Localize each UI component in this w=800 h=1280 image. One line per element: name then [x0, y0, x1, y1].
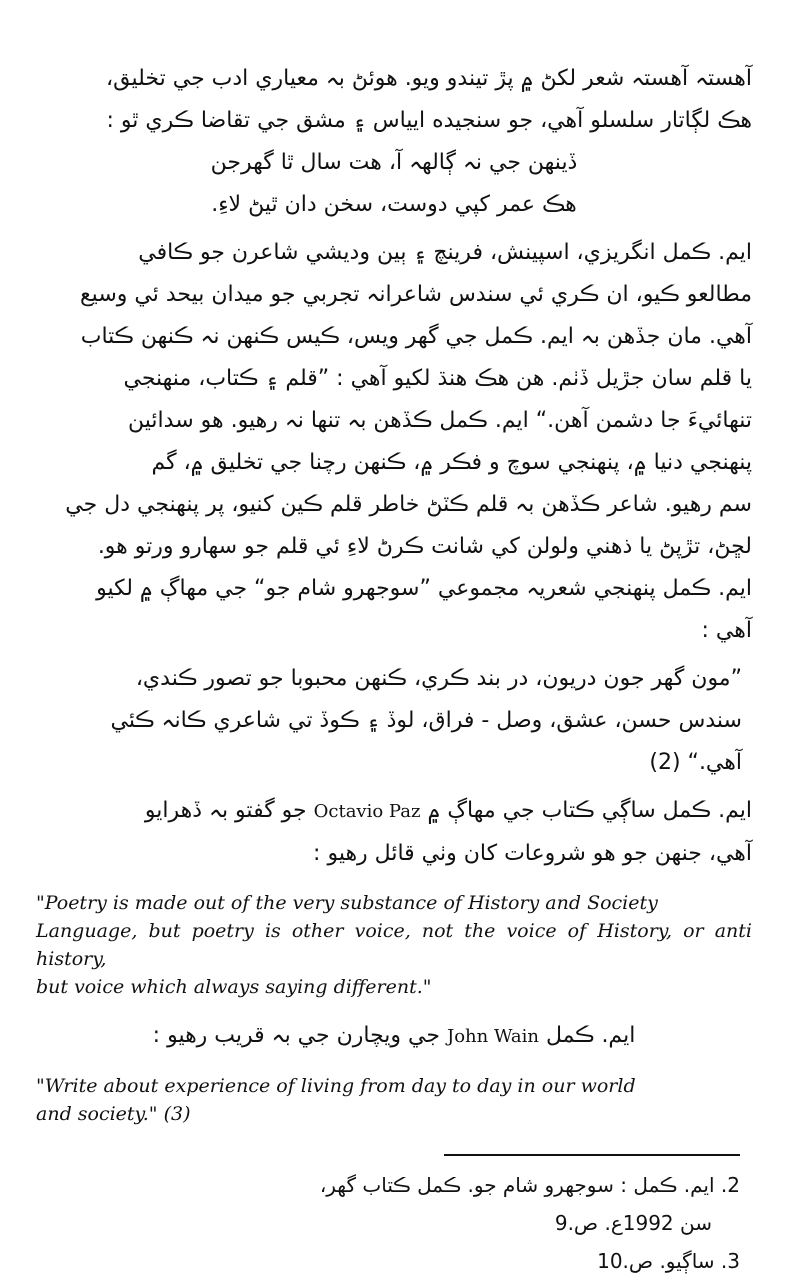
text-line [36, 790, 752, 833]
poetry-couplet [36, 142, 752, 226]
text-segment: جي ويچارن جي بہ قريب رهيو : [152, 1023, 440, 1048]
text-line [36, 1015, 752, 1058]
quote-line: Language, but poetry is other voice, not the voice of History, or anti history, [36, 920, 752, 970]
text-line: سم رهيو. شاعر ڪڏهن بہ قلم ڪٽڻ خاطر قلم ڪين کنيو، پر پنهنجي دل جي [65, 492, 752, 517]
text-line: هڪ لڳاتار سلسلو آهي، جو سنجيده ايياس ۽ مشق جي تقاضا ڪري ٿو : [106, 108, 752, 133]
sindhi-quotation [36, 658, 752, 784]
text-segment: جو گفتو بہ ڏهرايو [144, 798, 307, 823]
text-line: پنهنجي دنيا ۾، پنهنجي سوچ و فڪر ۾، ڪنهن رچنا جي تخليق ۾، گم [151, 450, 752, 475]
john-wain-paragraph [36, 1015, 752, 1058]
footnote-3: 3. ساڳيو. ص.10 [597, 1249, 740, 1273]
footnote-2: 2. ايم. ڪمل : سوجهرو شام جو. ڪمل ڪتاب گهر، [319, 1173, 740, 1197]
footnotes [36, 1166, 752, 1280]
text-line: مطالعو ڪيو، ان ڪري ئي سندس شاعرانہ تجربي جو ميدان بيحد ئي وسيع [79, 282, 752, 307]
text-line: آهي، جنهن جو هو شروعات کان وٺي قائل رهيو : [313, 841, 752, 866]
verse-line: ڏينهن جي نہ ڳالهہ آ، هت سال ٿا گهرجن [210, 150, 578, 175]
text-segment: ايم. ڪمل ساڳي ڪتاب جي مهاڳ ۾ [427, 798, 752, 823]
text-line: آهستہ آهستہ شعر لکڻ ۾ پڙ تيندو ويو. هوئڻ بہ معياري ادب جي تخليق، [106, 66, 752, 91]
quote-line: "Poetry is made out of the very substance of History and Society [36, 892, 658, 914]
text-line: ايم. ڪمل پنهنجي شعريہ مجموعي ”سوجهرو شام جو“ جي مهاڳ ۾ لکيو [96, 576, 752, 601]
english-quotation-2 [36, 1072, 752, 1128]
text-line: تنهائيءَ جا دشمن آهن.“ ايم. ڪمل ڪڏهن بہ تنها نہ رهيو. هو سدائين [128, 408, 752, 433]
text-line: آهي. مان جڏهن بہ ايم. ڪمل جي گهر ويس، ڪيس ڪنهن نہ ڪنهن ڪتاب [80, 324, 752, 349]
english-quotation-1 [36, 889, 752, 1001]
footnote-2-continuation: سن 1992ع. ص.9 [554, 1211, 712, 1235]
octavio-paz-paragraph [36, 790, 752, 875]
author-name-latin: Octavio Paz [313, 801, 421, 822]
quote-line: سندس حسن، عشق، وصل - فراق، لوڏ ۽ ڪوڏ تي شاعري ڪانہ ڪئي [110, 708, 742, 733]
quote-line: but voice which always saying different." [36, 976, 432, 998]
text-line: لڇڻ، تڙپڻ يا ذهني ولولن کي شانت ڪرڻ لاءِ ئي قلم جو سهارو ورتو هو. [97, 534, 752, 559]
text-line: آهي : [701, 618, 752, 643]
intro-paragraph [36, 58, 752, 142]
author-name-latin: John Wain [446, 1026, 539, 1047]
text-line: يا قلم سان جڙيل ڏٺم. هن هڪ هنڌ لکيو آهي : ”قلم ۽ ڪتاب، منهنجي [123, 366, 752, 391]
quote-line: آهي.“ (2) [649, 750, 742, 775]
quote-line: and society." (3) [36, 1103, 191, 1125]
footnote-divider [444, 1154, 740, 1156]
verse-line: هڪ عمر کپي دوست، سخن دان ٿيڻ لاءِ. [211, 192, 577, 217]
quote-line: "Write about experience of living from day to day in our world [36, 1075, 636, 1097]
text-line: ايم. ڪمل انگريزي، اسپينش، فرينچ ۽ ٻين وديشي شاعرن جو ڪافي [138, 240, 752, 265]
quote-line: ”مون گهر جون دريون، در بند ڪري، ڪنهن محبوبا جو تصور ڪندي، [135, 666, 742, 691]
main-paragraph [36, 232, 752, 652]
text-segment: ايم. ڪمل [545, 1023, 636, 1048]
